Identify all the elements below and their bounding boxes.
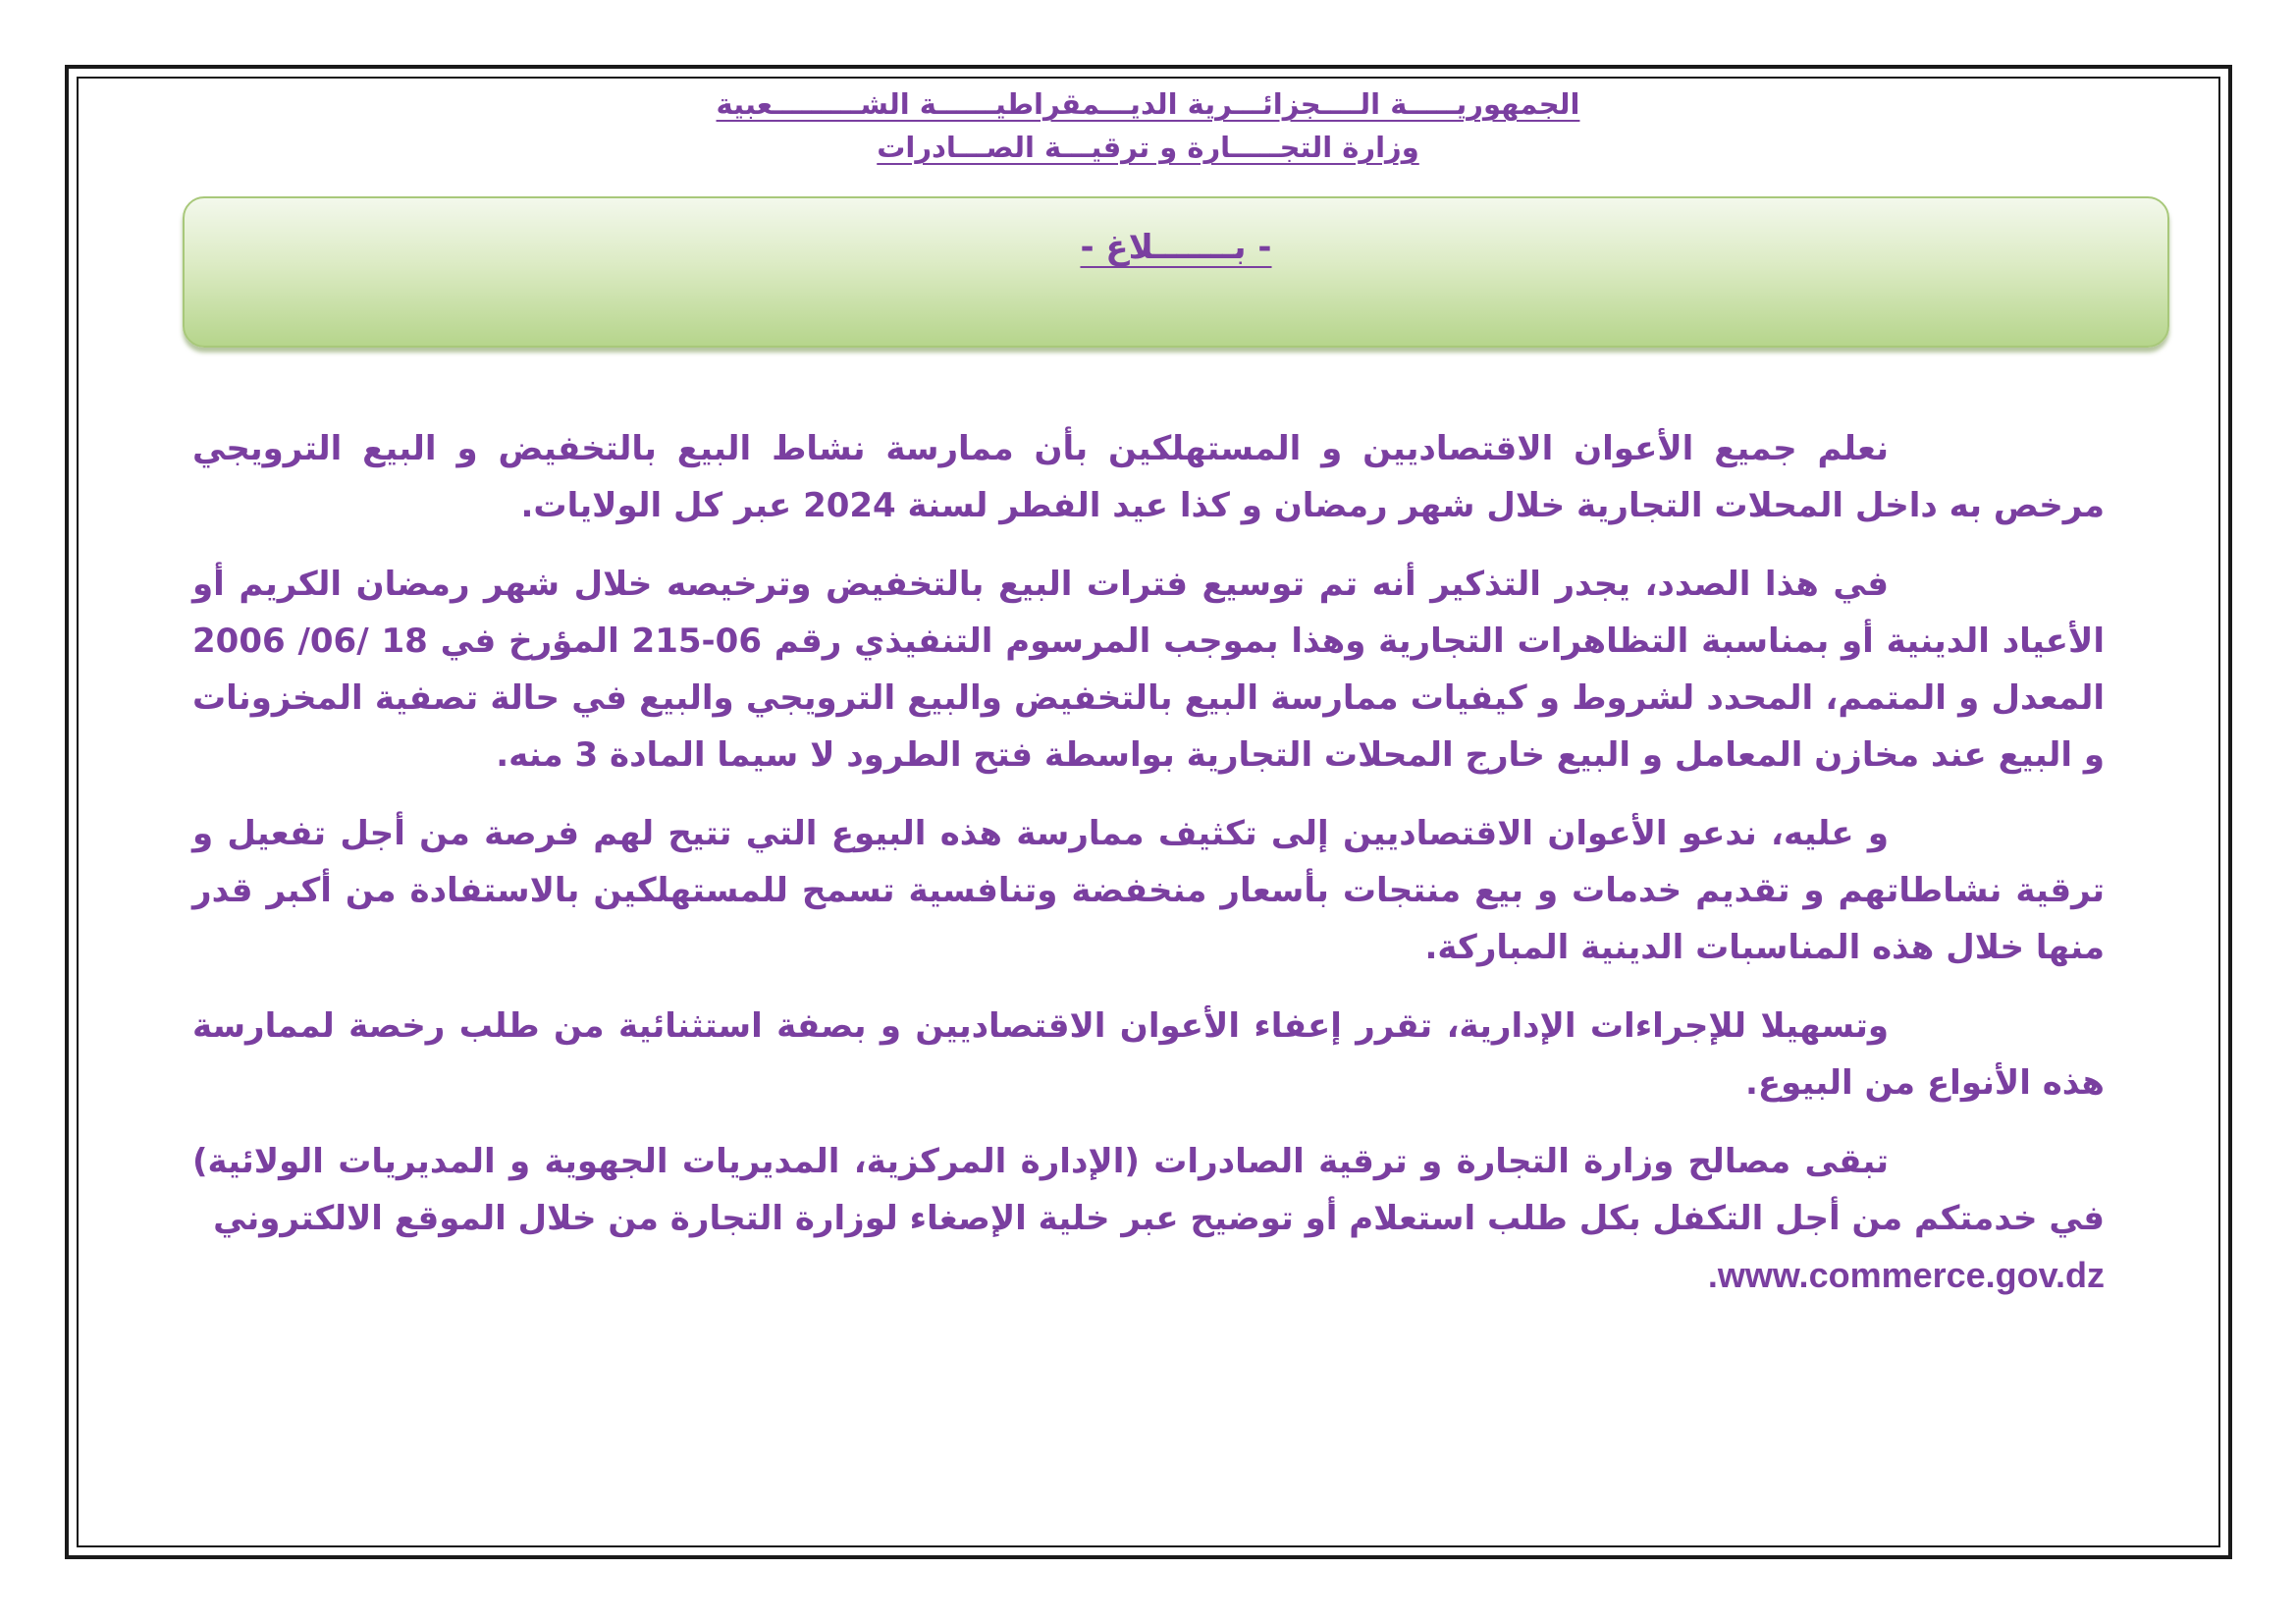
paragraph-1: نعلم جميع الأعوان الاقتصاديين و المستهلكين بأن ممارسة نشاط البيع بالتخفيض و البيع الترويجي مرخص به داخل المحلات التجارية خلال شهر رمضان و كذا عيد الفطر لسنة 2024 عبر كل الولايات. xyxy=(192,429,2105,525)
paragraph-4: وتسهيلا للإجراءات الإدارية، تقرر إعفاء الأعوان الاقتصاديين و بصفة استثنائية من طلب رخصة لممارسة هذه الأنواع من البيوع. xyxy=(192,1006,2105,1103)
paragraph-3: و عليه، ندعو الأعوان الاقتصاديين إلى تكثيف ممارسة هذه البيوع التي تتيح لهم فرصة من أجل تفعيل و ترقية نشاطاتهم و تقديم خدمات و بيع منتجات بأسعار منخفضة وتنافسية تسمح للمستهلكين بالاستفادة من أكبر قدر منها خلال هذه المناسبات الدينية المباركة. xyxy=(192,814,2105,967)
republic-title: الجمهوريـــــة الــــجزائـــرية الديـــمقراطيــــــة الشـــــــــعبية xyxy=(716,87,1580,121)
paragraph-2: في هذا الصدد، يجدر التذكير أنه تم توسيع فترات البيع بالتخفيض وترخيصه خلال شهر رمضان الكريم أو الأعياد الدينية أو بمناسبة التظاهرات التجارية وهذا بموجب المرسوم التنفيذي رقم 06-215 المؤرخ في 18 /06/ 2006 المعدل و المتمم، المحدد لشروط و كيفيات ممارسة البيع بالتخفيض والبيع الترويجي والبيع في حالة تصفية المخزونات و البيع عند مخازن المعامل و البيع خارج المحلات التجارية بواسطة فتح الطرود لا سيما المادة 3 منه. xyxy=(192,565,2105,775)
website-url[interactable]: www.commerce.gov.dz xyxy=(1717,1255,2105,1295)
paragraph-5: تبقى مصالح وزارة التجارة و ترقية الصادرات (الإدارة المركزية، المديريات الجهوية و المديريات الولائية) في خدمتكم من أجل التكفل بكل طلب استعلام أو توضيح عبر خلية الإصغاء لوزارة التجارة من خلال الموقع الالكتروني xyxy=(192,1142,2105,1238)
notice-banner xyxy=(183,196,2169,348)
website-link[interactable] xyxy=(1708,1255,2105,1295)
website-suffix: . xyxy=(1707,1255,1718,1295)
notice-title: - بـــــــلاغ - xyxy=(1080,228,1272,267)
ministry-title: وزارة التجـــــارة و ترقيـــة الصـــادرات xyxy=(877,131,1419,164)
document-header xyxy=(0,82,2296,169)
website-line xyxy=(192,1247,2105,1305)
notice-body xyxy=(192,420,2105,1305)
